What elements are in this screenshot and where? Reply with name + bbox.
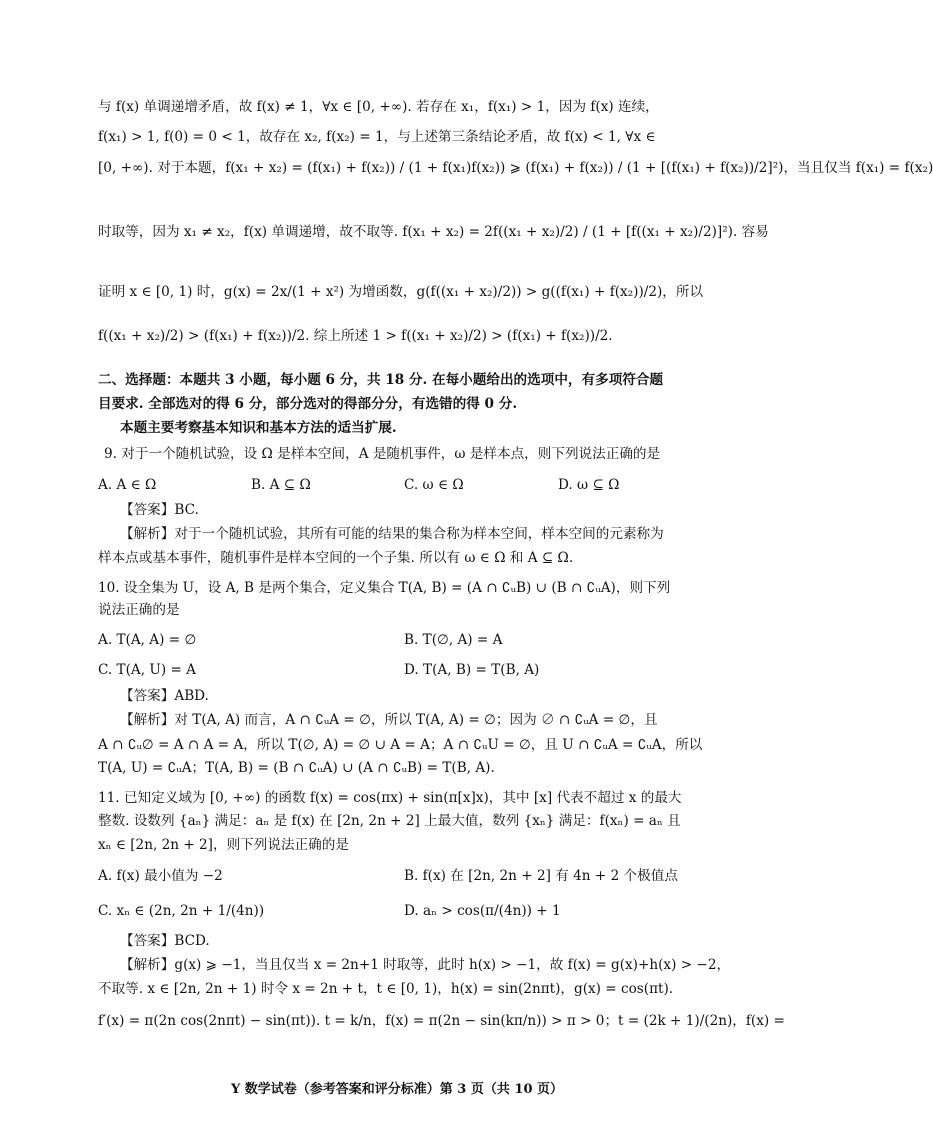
explanation: 不取等. x ∈ [2n, 2n + 1) 时令 x = 2n + t，t ∈ [0, 1)，h(x) = sin(2nπt)，g(x) = cos(πt). — [98, 981, 674, 997]
option-d: D. T(A, B) = T(B, A) — [404, 662, 540, 678]
text-line: [0, +∞). 对于本题，f(x₁ + x₂) = (f(x₁) + f(x₂)) / (1 + f(x₁)f(x₂)) ⩾ (f(x₁) + f(x₂)) / (1 + [(f(x₁) + f(x₂))/2]²)，当且仅当 f(x₁) = f(x₂) — [98, 160, 933, 176]
explanation: 【解析】g(x) ⩾ −1，当且仅当 x = 2n+1 时取等，此时 h(x) > −1，故 f(x) = g(x)+h(x) > −2， — [120, 957, 731, 973]
question-11-options-2 — [98, 901, 698, 921]
answer: 【答案】BCD. — [120, 933, 210, 949]
question-9-options — [98, 475, 698, 495]
explanation: T(A, U) = ∁ᵤA；T(A, B) = (B ∩ ∁ᵤA) ∪ (A ∩ ∁ᵤB) = T(B, A). — [98, 760, 495, 776]
question-10-stem: 10. 设全集为 U，设 A, B 是两个集合，定义集合 T(A, B) = (A ∩ ∁ᵤB) ∪ (B ∩ ∁ᵤA)，则下列 — [98, 580, 671, 596]
option-c: C. ω ∈ Ω — [404, 477, 464, 493]
option-a: A. T(A, A) = ∅ — [98, 632, 197, 648]
option-a: A. f(x) 最小值为 −2 — [98, 868, 223, 884]
explanation: 样本点或基本事件，随机事件是样本空间的一个子集. 所以有 ω ∈ Ω 和 A ⊆ Ω. — [98, 550, 574, 566]
text-line: 证明 x ∈ [0, 1) 时，g(x) = 2x/(1 + x²) 为增函数，g(f((x₁ + x₂)/2)) > g((f(x₁) + f(x₂))/2)，所以 — [98, 284, 704, 300]
option-b: B. f(x) 在 [2n, 2n + 2] 有 4n + 2 个极值点 — [404, 868, 678, 884]
text-line: f((x₁ + x₂)/2) > (f(x₁) + f(x₂))/2. 综上所述 1 > f((x₁ + x₂)/2) > (f(x₁) + f(x₂))/2. — [98, 328, 613, 344]
question-9-stem: 9. 对于一个随机试验，设 Ω 是样本空间，A 是随机事件，ω 是样本点，则下列说法正确的是 — [104, 446, 661, 462]
question-10-options-1 — [98, 630, 698, 650]
section-note: 本题主要考察基本知识和基本方法的适当扩展. — [120, 420, 397, 436]
answer: 【答案】ABD. — [120, 688, 209, 704]
section-title: 二、选择题：本题共 3 小题，每小题 6 分，共 18 分. 在每小题给出的选项中，有多项符合题 — [98, 372, 664, 388]
text-line: 与 f(x) 单调递增矛盾，故 f(x) ≠ 1，∀x ∈ [0, +∞). 若存在 x₁，f(x₁) > 1，因为 f(x) 连续， — [98, 99, 659, 115]
option-c: C. xₙ ∈ (2n, 2n + 1/(4n)) — [98, 903, 265, 919]
option-b: B. T(∅, A) = A — [404, 632, 503, 648]
text-line: 时取等，因为 x₁ ≠ x₂，f(x) 单调递增，故不取等. f(x₁ + x₂) = 2f((x₁ + x₂)/2) / (1 + [f((x₁ + x₂)/2)]²). 容易 — [98, 224, 769, 240]
explanation: 【解析】对于一个随机试验，其所有可能的结果的集合称为样本空间，样本空间的元素称为 — [120, 526, 664, 542]
option-d: D. aₙ > cos(π/(4n)) + 1 — [404, 903, 561, 919]
question-11-stem: xₙ ∈ [2n, 2n + 2]，则下列说法正确的是 — [98, 837, 349, 853]
explanation: 【解析】对 T(A, A) 而言，A ∩ ∁ᵤA = ∅，所以 T(A, A) = ∅；因为 ∅ ∩ ∁ᵤA = ∅，且 — [120, 712, 658, 728]
question-10-options-2 — [98, 660, 698, 680]
question-11-stem: 整数. 设数列 {aₙ} 满足：aₙ 是 f(x) 在 [2n, 2n + 2] 上最大值，数列 {xₙ} 满足：f(xₙ) = aₙ 且 — [98, 813, 681, 829]
option-b: B. A ⊆ Ω — [251, 477, 311, 493]
explanation: f′(x) = π(2n cos(2nπt) − sin(πt)). t = k/n，f(x) = π(2n − sin(kπ/n)) > π > 0；t = (2k + 1)/(2n)，f(x) = — [98, 1013, 785, 1029]
option-a: A. A ∈ Ω — [98, 477, 157, 493]
question-10-stem: 说法正确的是 — [98, 602, 180, 618]
option-d: D. ω ⊆ Ω — [558, 477, 620, 493]
option-c: C. T(A, U) = A — [98, 662, 196, 678]
question-11-options-1 — [98, 866, 698, 886]
page-footer: Y 数学试卷（参考答案和评分标准）第 3 页（共 10 页） — [230, 1082, 564, 1097]
explanation: A ∩ ∁ᵤ∅ = A ∩ A = A，所以 T(∅, A) = ∅ ∪ A = A；A ∩ ∁ᵤU = ∅，且 U ∩ ∁ᵤA = ∁ᵤA，所以 — [98, 737, 703, 753]
text-line: f(x₁) > 1, f(0) = 0 < 1，故存在 x₂, f(x₂) = 1，与上述第三条结论矛盾，故 f(x) < 1, ∀x ∈ — [98, 129, 656, 145]
section-title: 目要求. 全部选对的得 6 分，部分选对的得部分分，有选错的得 0 分. — [98, 396, 518, 412]
question-11-stem: 11. 已知定义域为 [0, +∞) 的函数 f(x) = cos(πx) + sin(π[x]x)，其中 [x] 代表不超过 x 的最大 — [98, 790, 682, 806]
answer: 【答案】BC. — [120, 502, 199, 518]
